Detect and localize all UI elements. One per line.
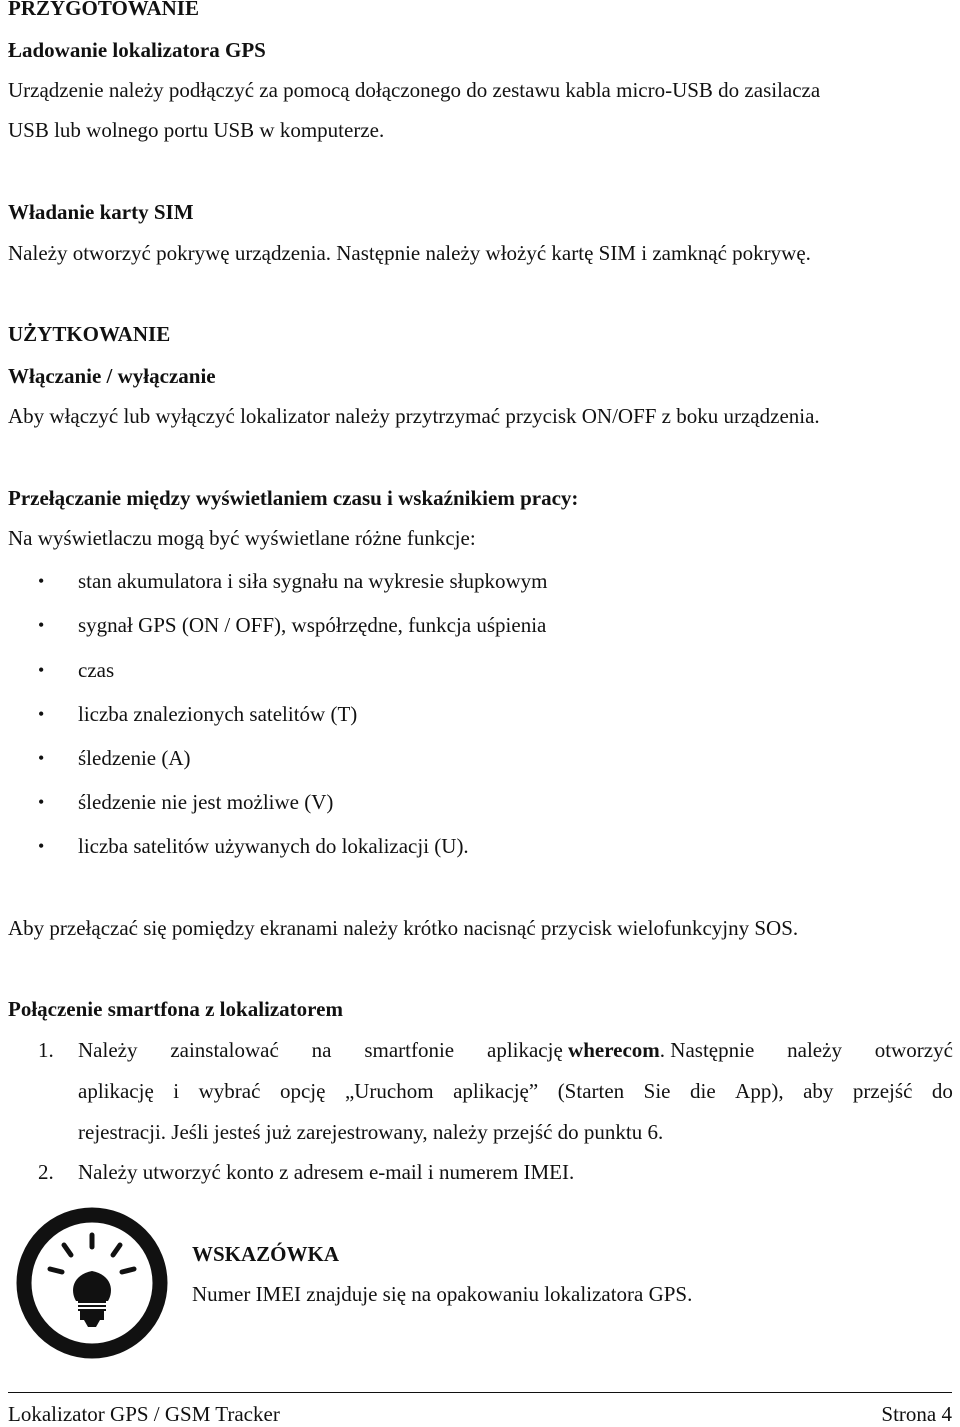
subheading-display-switch: Przełączanie między wyświetlaniem czasu i wskaźnikiem pracy: xyxy=(8,486,579,510)
step-1-number: 1. xyxy=(38,1038,54,1062)
list-item: sygnał GPS (ON / OFF), współrzędne, funkcja uśpienia xyxy=(78,613,547,637)
subheading-sim: Władanie karty SIM xyxy=(8,200,194,224)
hint-text: Numer IMEI znajduje się na opakowaniu lokalizatora GPS. xyxy=(192,1282,693,1306)
list-item: czas xyxy=(78,658,115,682)
step-1-word: i xyxy=(173,1079,180,1103)
app-name: wherecom xyxy=(568,1038,660,1062)
functions-intro: Na wyświetlaczu mogą być wyświetlane różne funkcje: xyxy=(8,526,476,550)
list-item: śledzenie (A) xyxy=(78,746,191,770)
footer-product-name: Lokalizator GPS / GSM Tracker xyxy=(8,1402,280,1426)
power-text: Aby włączyć lub wyłączyć lokalizator należy przytrzymać przycisk ON/OFF z boku urządzenia. xyxy=(8,404,820,428)
step-1-word: należy xyxy=(787,1038,842,1062)
screens-switch-text: Aby przełączać się pomiędzy ekranami należy krótko nacisnąć przycisk wielofunkcyjny SOS. xyxy=(8,916,799,940)
list-bullet: • xyxy=(38,660,45,680)
list-bullet: • xyxy=(38,615,45,635)
step-1-word: aplikację xyxy=(78,1079,154,1103)
list-item: liczba znalezionych satelitów (T) xyxy=(78,702,358,726)
list-bullet: • xyxy=(38,836,45,856)
step-1-word: (Starten xyxy=(557,1079,625,1103)
step-1-word: wybrać xyxy=(198,1079,261,1103)
step-1-line-3: rejestracji. Jeśli jesteś już zarejestrowany, należy przejść do punktu 6. xyxy=(78,1120,664,1144)
list-item: liczba satelitów używanych do lokalizacji (U). xyxy=(78,834,469,858)
step-1-word: App), xyxy=(735,1079,784,1103)
step-1-word: do xyxy=(931,1079,953,1103)
section-heading-preparation: PRZYGOTOWANIE xyxy=(8,0,199,20)
step-1-word: aplikację xyxy=(487,1038,563,1062)
footer-divider xyxy=(8,1392,952,1393)
charging-text-line-2: USB lub wolnego portu USB w komputerze. xyxy=(8,118,385,142)
subheading-smartphone: Połączenie smartfona z lokalizatorem xyxy=(8,997,343,1021)
step-1-word: Sie xyxy=(643,1079,671,1103)
lightbulb-icon xyxy=(14,1205,170,1361)
step-1-word: przejść xyxy=(852,1079,913,1103)
step-2-text: Należy utworzyć konto z adresem e-mail i numerem IMEI. xyxy=(78,1160,575,1184)
step-1-word: Należy xyxy=(78,1038,138,1062)
list-item: śledzenie nie jest możliwe (V) xyxy=(78,790,334,814)
list-bullet: • xyxy=(38,571,45,591)
step-1-word: opcję xyxy=(279,1079,326,1103)
step-1-word: smartfonie xyxy=(364,1038,455,1062)
step-2-number: 2. xyxy=(38,1160,54,1184)
step-1-word: aby xyxy=(803,1079,834,1103)
subheading-power: Włączanie / wyłączanie xyxy=(8,364,216,388)
list-bullet: • xyxy=(38,748,45,768)
step-1-word: „Uruchom xyxy=(344,1079,434,1103)
step-1-word: . Następnie xyxy=(659,1038,755,1062)
list-item: stan akumulatora i siła sygnału na wykresie słupkowym xyxy=(78,569,548,593)
step-1-word: na xyxy=(311,1038,332,1062)
section-heading-usage: UŻYTKOWANIE xyxy=(8,322,171,346)
step-1-word: zainstalować xyxy=(170,1038,279,1062)
hint-title: WSKAZÓWKA xyxy=(192,1242,340,1266)
list-bullet: • xyxy=(38,704,45,724)
list-bullet: • xyxy=(38,792,45,812)
step-1-line-2 xyxy=(78,1078,953,1104)
charging-text-line-1: Urządzenie należy podłączyć za pomocą dołączonego do zestawu kabla micro-USB do zasilacza xyxy=(8,78,821,102)
step-1-word: die xyxy=(690,1079,716,1103)
step-1-line-1 xyxy=(78,1037,953,1063)
step-1-word: otworzyć xyxy=(874,1038,953,1062)
sim-text: Należy otworzyć pokrywę urządzenia. Następnie należy włożyć kartę SIM i zamknąć pokrywę. xyxy=(8,241,811,265)
step-1-word-group xyxy=(487,1037,754,1063)
footer-page-number: Strona 4 xyxy=(881,1402,952,1426)
step-1-word: aplikację” xyxy=(453,1079,539,1103)
subheading-charging: Ładowanie lokalizatora GPS xyxy=(8,38,266,62)
